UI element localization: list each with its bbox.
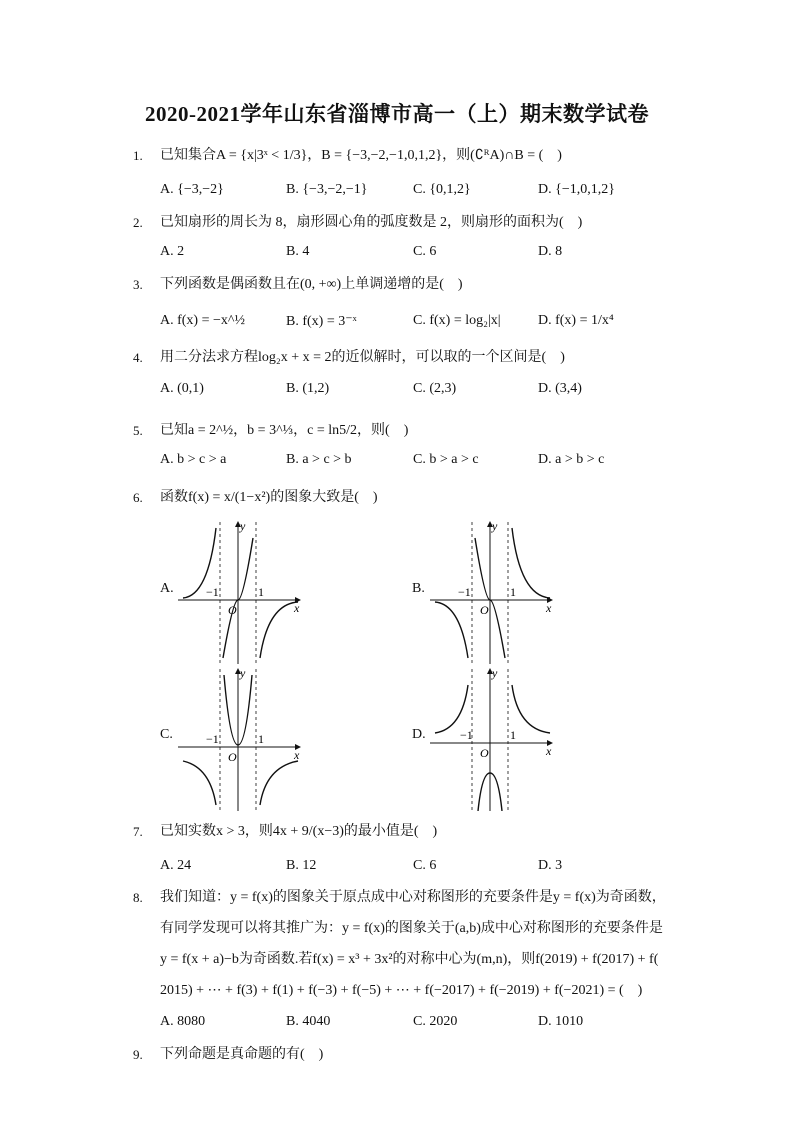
- tick-pos1: 1: [510, 728, 516, 742]
- graph-a: [178, 518, 308, 664]
- tick-neg1: −1: [460, 728, 473, 742]
- tick-neg1: −1: [206, 585, 219, 599]
- option-c: C. f(x) = log₂|x|: [413, 313, 501, 328]
- tick-neg1: −1: [458, 585, 471, 599]
- option-b: B. (1,2): [286, 381, 330, 396]
- axis-label-x: x: [294, 748, 300, 762]
- option-d: D. 8: [538, 244, 563, 259]
- option-c: C. {0,1,2}: [413, 182, 471, 197]
- option-a: A. 2: [160, 244, 185, 259]
- option-b: B. 4: [286, 244, 310, 259]
- option-d: D. a > b > c: [538, 452, 605, 467]
- option-b: B. {−3,−2,−1}: [286, 182, 368, 197]
- option-a: A.: [160, 581, 174, 596]
- option-b: B. 12: [286, 858, 317, 873]
- question-number: 7.: [133, 824, 143, 839]
- axis-label-x: x: [546, 601, 552, 615]
- question-number: 5.: [133, 423, 143, 438]
- option-a: A. (0,1): [160, 381, 204, 396]
- question-number: 9.: [133, 1047, 143, 1062]
- tick-pos1: 1: [258, 732, 264, 746]
- axis-label-y: y: [492, 666, 498, 680]
- option-a: A. {−3,−2}: [160, 182, 224, 197]
- graph-c: [178, 665, 308, 811]
- option-d: D. 1010: [538, 1014, 584, 1029]
- question-stem: 用二分法求方程log₂x + x = 2的近似解时，可以取的一个区间是( ): [160, 350, 565, 365]
- axis-label-x: x: [294, 601, 300, 615]
- question-stem-line: 我们知道：y = f(x)的图象关于原点成中心对称图形的充要条件是y = f(x)为奇函数，: [160, 890, 666, 905]
- origin-label: O: [480, 603, 489, 617]
- option-c: C. 6: [413, 858, 437, 873]
- option-c: C. (2,3): [413, 381, 457, 396]
- origin-label: O: [228, 603, 237, 617]
- option-b: B.: [412, 581, 425, 596]
- question-number: 8.: [133, 890, 143, 905]
- graph-d: [430, 665, 560, 811]
- option-d: D. 3: [538, 858, 563, 873]
- graph-b: [430, 518, 560, 664]
- origin-label: O: [480, 746, 489, 760]
- question-stem-line: y = f(x + a)−b为奇函数.若f(x) = x³ + 3x²的对称中心为(m,n)，则f(2019) + f(2017) + f(: [160, 952, 659, 967]
- question-number: 1.: [133, 148, 143, 163]
- axis-label-y: y: [240, 519, 246, 533]
- axis-label-y: y: [240, 666, 246, 680]
- question-stem: 已知实数x > 3，则4x + 9/(x−3)的最小值是( ): [160, 824, 438, 839]
- option-c: C. 6: [413, 244, 437, 259]
- option-b: B. 4040: [286, 1014, 331, 1029]
- question-number: 2.: [133, 215, 143, 230]
- tick-pos1: 1: [258, 585, 264, 599]
- question-stem: 已知扇形的周长为 8，扇形圆心角的弧度数是 2，则扇形的面积为( ): [160, 215, 583, 230]
- question-stem: 已知集合A = {x|3ˣ < 1/3}，B = {−3,−2,−1,0,1,2}，则(∁ᴿA)∩B = ( ): [160, 148, 562, 163]
- option-d: D.: [412, 727, 426, 742]
- question-number: 6.: [133, 490, 143, 505]
- option-d: D. {−1,0,1,2}: [538, 182, 615, 197]
- tick-pos1: 1: [510, 585, 516, 599]
- question-stem: 下列函数是偶函数且在(0, +∞)上单调递增的是( ): [160, 277, 463, 292]
- question-stem-line: 2015) + ⋯ + f(3) + f(1) + f(−3) + f(−5) + ⋯ + f(−2017) + f(−2019) + f(−2021) = ( ): [160, 983, 643, 998]
- question-stem-line: 有同学发现可以将其推广为：y = f(x)的图象关于(a,b)成中心对称图形的充要条件是: [160, 921, 663, 936]
- origin-label: O: [228, 750, 237, 764]
- option-a: A. f(x) = −x^½: [160, 313, 245, 328]
- option-d: D. (3,4): [538, 381, 582, 396]
- option-c: C. 2020: [413, 1014, 458, 1029]
- option-a: A. 8080: [160, 1014, 206, 1029]
- option-d: D. f(x) = 1/x⁴: [538, 313, 614, 328]
- option-a: A. b > c > a: [160, 452, 227, 467]
- question-stem: 函数f(x) = x/(1−x²)的图象大致是( ): [160, 490, 378, 505]
- question-stem: 下列命题是真命题的有( ): [160, 1047, 324, 1062]
- tick-neg1: −1: [206, 732, 219, 746]
- page-title: 2020-2021学年山东省淄博市高一（上）期末数学试卷: [145, 102, 649, 126]
- question-number: 4.: [133, 350, 143, 365]
- option-b: B. a > c > b: [286, 452, 352, 467]
- option-a: A. 24: [160, 858, 192, 873]
- question-stem: 已知a = 2^½，b = 3^⅓，c = ln5/2，则( ): [160, 423, 409, 438]
- option-c: C.: [160, 727, 173, 742]
- axis-label-x: x: [546, 744, 552, 758]
- axis-label-y: y: [492, 519, 498, 533]
- question-number: 3.: [133, 277, 143, 292]
- option-c: C. b > a > c: [413, 452, 479, 467]
- option-b: B. f(x) = 3⁻ˣ: [286, 314, 357, 329]
